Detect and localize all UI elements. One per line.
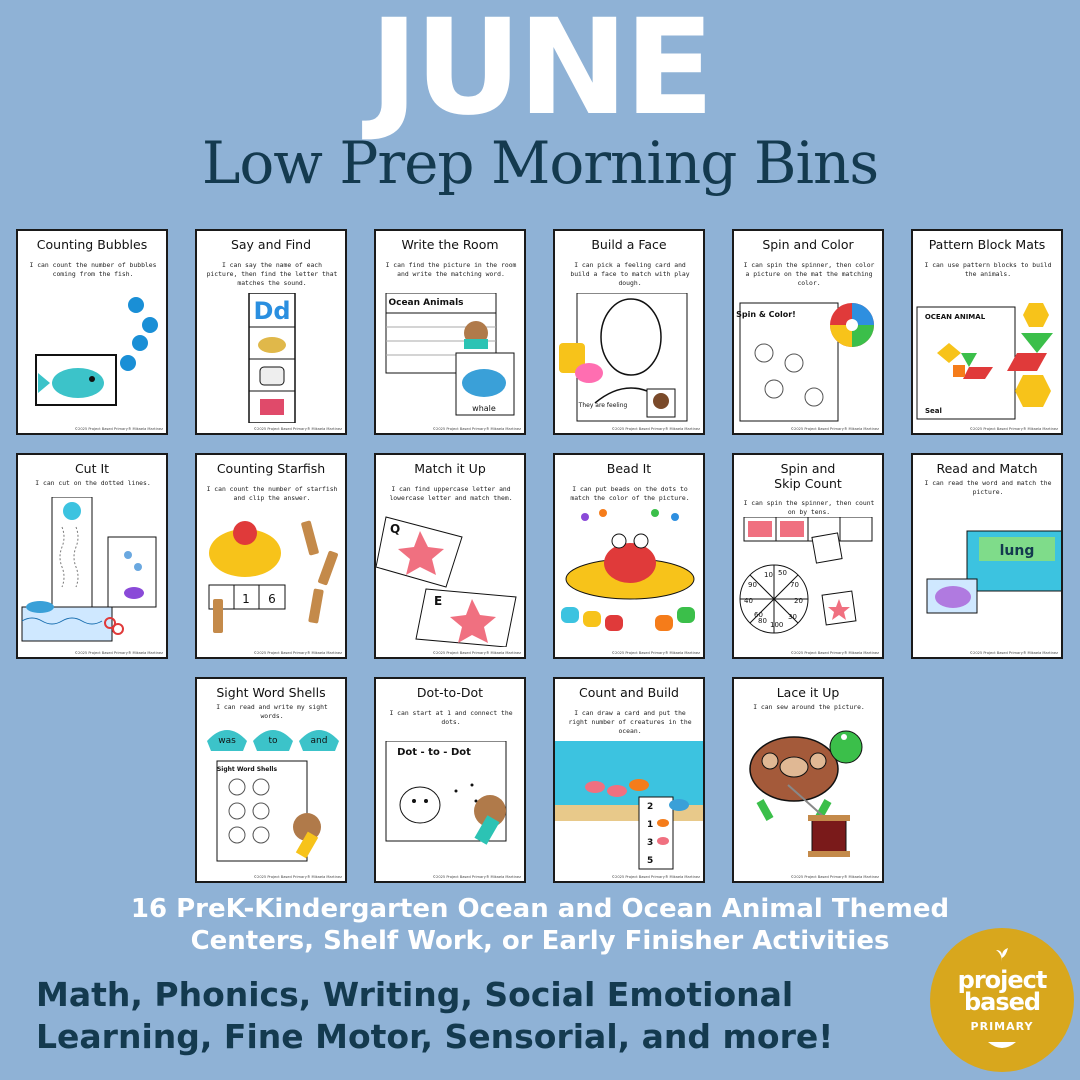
card-sight-word-shells[interactable]	[195, 677, 347, 883]
card-footer: ©2025 Project Based Primary® Mikaela Martinez	[790, 875, 879, 879]
card-title: Lace it Up	[776, 685, 840, 700]
card-read-and-match[interactable]	[911, 453, 1063, 659]
card-footer: ©2025 Project Based Primary® Mikaela Martinez	[611, 427, 700, 431]
spinner-number: 10	[764, 571, 773, 579]
card-description: I can sew around the picture.	[753, 703, 865, 711]
spinner-number: 30	[788, 613, 797, 621]
puzzle-letter: E	[434, 594, 443, 608]
card-title: Spin and Skip Count	[774, 461, 842, 491]
sight-word: to	[268, 736, 278, 746]
card-description: I can count the number of bubbles coming from the fish.	[29, 261, 157, 278]
logo-text: PRIMARY	[970, 1020, 1034, 1033]
card-write-the-room[interactable]	[374, 229, 526, 435]
card-footer: ©2025 Project Based Primary® Mikaela Martinez	[611, 651, 700, 655]
card-bead-it[interactable]	[553, 453, 705, 659]
spinner-number: 50	[778, 569, 787, 577]
count-number: 2	[647, 802, 654, 812]
card-title: Sight Word Shells	[216, 685, 326, 700]
match-word: lung	[999, 543, 1035, 559]
card-footer: ©2025 Project Based Primary® Mikaela Martinez	[74, 427, 163, 431]
card-spin-and-color[interactable]	[732, 229, 884, 435]
spinner-number: 20	[794, 597, 803, 605]
card-title: Pattern Block Mats	[928, 237, 1046, 252]
card-footer: ©2025 Project Based Primary® Mikaela Martinez	[253, 875, 342, 879]
activity-count-text	[0, 893, 1080, 957]
page-title: JUNE	[369, 0, 711, 145]
puzzle-letter: Q	[390, 522, 401, 536]
card-description: I can start at 1 and connect the dots.	[389, 709, 513, 726]
cutting-strips-illustration	[18, 497, 168, 647]
card-footer: ©2025 Project Based Primary® Mikaela Martinez	[432, 875, 521, 879]
skip-count-spinner-illustration	[734, 517, 884, 647]
card-footer: ©2025 Project Based Primary® Mikaela Martinez	[432, 651, 521, 655]
card-title: Counting Bubbles	[36, 237, 148, 252]
count-number: 1	[647, 820, 654, 830]
card-footer: ©2025 Project Based Primary® Mikaela Martinez	[253, 651, 342, 655]
card-description: I can count the number of starfish and clip the answer.	[206, 485, 338, 502]
sheet-title: Dot - to - Dot	[397, 747, 471, 758]
sheet-title: Sight Word Shells	[216, 766, 278, 773]
sheet-title: Spin & Color!	[736, 310, 796, 319]
card-footer: ©2025 Project Based Primary® Mikaela Martinez	[253, 427, 342, 431]
letter-strip-illustration	[197, 293, 347, 423]
card-title: Cut It	[74, 461, 110, 476]
card-match-it-up[interactable]	[374, 453, 526, 659]
card-description: I can spin the spinner, then color a picture on the mat the matching color.	[743, 261, 875, 287]
card-description: I can spin the spinner, then count on by tens.	[743, 499, 875, 516]
mat-title: OCEAN ANIMAL	[924, 313, 986, 321]
spinner-number: 60	[754, 611, 763, 619]
card-title: Count and Build	[579, 685, 679, 700]
card-pattern-block-mats[interactable]	[911, 229, 1063, 435]
skills-line-1: Math, Phonics, Writing, Social Emotional	[36, 975, 794, 1014]
card-description: I can read the word and match the picture.	[924, 479, 1052, 496]
skills-text	[36, 974, 916, 1058]
card-footer: ©2025 Project Based Primary® Mikaela Martinez	[790, 427, 879, 431]
sight-word: was	[218, 736, 236, 746]
card-footer: ©2025 Project Based Primary® Mikaela Martinez	[74, 651, 163, 655]
spinner-number: 80	[758, 617, 767, 625]
card-description: I can put beads on the dots to match the color of the picture.	[570, 485, 690, 502]
card-description: I can cut on the dotted lines.	[35, 479, 151, 487]
answer-number: 6	[268, 592, 276, 606]
ocean-counting-mat-illustration	[555, 741, 705, 871]
leaf-icon	[986, 1040, 1018, 1052]
sprout-icon	[992, 946, 1012, 962]
card-title: Spin and Color	[762, 237, 854, 252]
card-title: Dot-to-Dot	[416, 685, 484, 700]
feeling-label: They are feeling	[578, 402, 628, 409]
count-number: 3	[647, 838, 654, 848]
card-description: I can find the picture in the room and write the matching word.	[385, 261, 517, 278]
lacing-turtle-illustration	[734, 721, 884, 871]
card-title: Bead It	[606, 461, 652, 476]
word-picture-match-illustration	[913, 517, 1063, 647]
starfish-clip-card-illustration	[197, 507, 347, 647]
card-description: I can find uppercase letter and lowercase letter and match them.	[389, 485, 513, 502]
card-footer: ©2025 Project Based Primary® Mikaela Martinez	[969, 651, 1058, 655]
card-dot-to-dot[interactable]	[374, 677, 526, 883]
card-title: Read and Match	[936, 461, 1038, 476]
sheet-title: Ocean Animals	[388, 298, 464, 308]
logo-text: based	[963, 988, 1041, 1016]
animal-label: Seal	[925, 407, 942, 415]
card-description: I can say the name of each picture, then find the letter that matches the sound.	[206, 261, 338, 287]
sight-word-shells-illustration	[197, 721, 347, 871]
letter-puzzle-illustration	[376, 507, 526, 647]
card-footer: ©2025 Project Based Primary® Mikaela Martinez	[611, 875, 700, 879]
card-title: Build a Face	[591, 237, 667, 252]
card-cut-it[interactable]	[16, 453, 168, 659]
page-subtitle: Low Prep Morning Bins	[201, 129, 879, 197]
activity-count-line-1: 16 PreK-Kindergarten Ocean and Ocean Animal Themed	[130, 894, 950, 924]
card-title: Write the Room	[401, 237, 499, 252]
spinner-number: 40	[744, 597, 753, 605]
card-description: I can draw a card and put the right number of creatures in the ocean.	[568, 709, 692, 735]
skills-line-2: Learning, Fine Motor, Sensorial, and more!	[36, 1017, 834, 1056]
count-number: 5	[647, 856, 654, 866]
card-title: Say and Find	[230, 237, 312, 252]
card-footer: ©2025 Project Based Primary® Mikaela Martinez	[969, 427, 1058, 431]
card-title: Match it Up	[414, 461, 486, 476]
dot-to-dot-sheet-illustration	[376, 741, 526, 871]
spinner-number: 90	[748, 581, 757, 589]
card-count-and-build[interactable]	[553, 677, 705, 883]
card-description: I can pick a feeling card and build a face to match with play dough.	[570, 261, 690, 287]
picture-word: whale	[472, 404, 496, 413]
card-footer: ©2025 Project Based Primary® Mikaela Martinez	[432, 427, 521, 431]
bead-crab-illustration	[555, 507, 705, 647]
spin-color-sheet-illustration	[734, 293, 884, 423]
card-description: I can use pattern blocks to build the animals.	[924, 261, 1052, 278]
card-counting-starfish[interactable]	[195, 453, 347, 659]
card-say-and-find[interactable]	[195, 229, 347, 435]
spinner-number: 100	[770, 621, 784, 629]
card-footer: ©2025 Project Based Primary® Mikaela Martinez	[790, 651, 879, 655]
letter-label: Dd	[253, 297, 291, 325]
card-lace-it-up[interactable]	[732, 677, 884, 883]
brand-logo	[930, 928, 1074, 1072]
fish-bubbles-illustration	[18, 293, 168, 423]
spinner-number: 70	[790, 581, 799, 589]
card-counting-bubbles[interactable]	[16, 229, 168, 435]
card-spin-and-skip-count[interactable]	[732, 453, 884, 659]
face-mat-illustration	[555, 293, 705, 423]
answer-number: 1	[242, 592, 250, 606]
logo-text: project	[957, 966, 1047, 994]
card-title: Counting Starfish	[216, 461, 326, 476]
ocean-animals-sheet-illustration	[376, 293, 526, 423]
card-description: I can read and write my sight words.	[216, 703, 328, 720]
sight-word: and	[310, 736, 328, 746]
pattern-block-mat-illustration	[913, 293, 1063, 423]
activity-count-line-2: Centers, Shelf Work, or Early Finisher Activities	[190, 926, 890, 956]
card-build-a-face[interactable]	[553, 229, 705, 435]
